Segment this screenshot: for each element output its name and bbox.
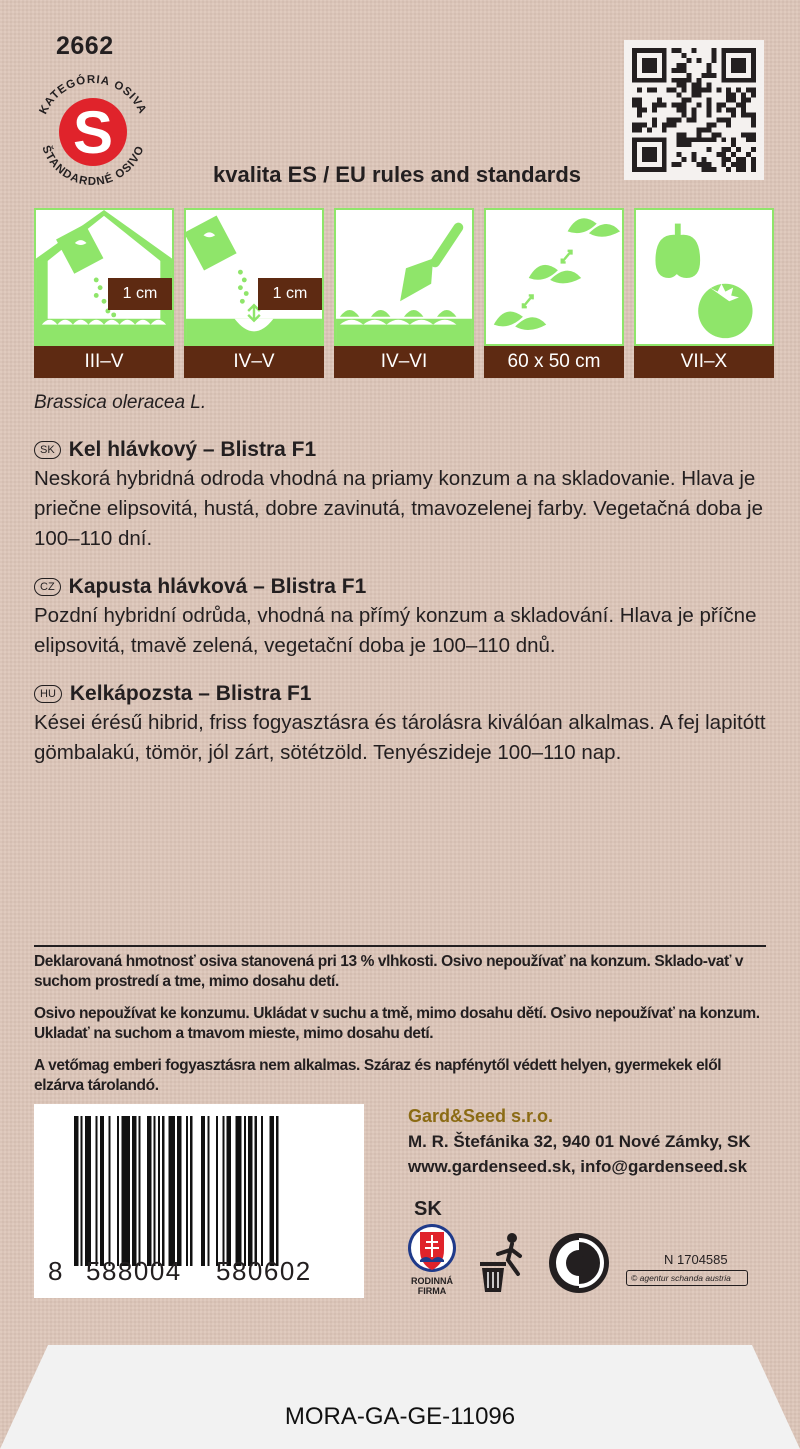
registration-number: N 1704585 [664,1252,728,1267]
family-company-label: RODINNÁ FIRMA [411,1276,453,1296]
description-cz [34,573,774,661]
barcode-first-digit: 8 [48,1256,64,1286]
storage-note-cz-sk: Osivo nepoužívat ke konzumu. Ukládat v suchu a tmě, mimo dosahu dětí. Osivo nepoužívať na konzum. Ukladať na suchom a tmavom mieste, mimo dosahu detí. [34,1005,760,1042]
latin-name: Brassica oleracea L. [34,392,207,413]
harvest-period-label: VII–X [634,346,774,378]
pictogram-harvest [634,208,774,378]
country-label: SK [414,1198,442,1220]
greenhouse-sowing-icon [36,210,172,344]
footer-code: MORA-GA-GE-11096 [284,1403,516,1430]
slovak-coat-of-arms-icon [404,1222,460,1274]
sowing-depth-label: 1 cm [108,278,172,310]
company-name: Gard&Seed s.r.o. [408,1106,554,1126]
pictogram-greenhouse-sowing [34,208,174,378]
pictogram-outdoor-sowing [184,208,324,378]
variety-title: Kel hlávkový – Blistra F1 [68,438,317,461]
variety-title: Kelkápozsta – Blistra F1 [69,682,312,705]
plant-spacing-icon [486,210,622,344]
bottom-white-strip [0,1345,800,1449]
seed-category-seal [28,68,158,198]
barcode [34,1104,364,1298]
language-badge: HU [34,685,62,703]
divider [34,945,766,947]
quality-standard-text: kvalita ES / EU rules and standards [213,162,582,187]
qr-code [624,40,764,180]
sowing-depth-label: 1 cm [258,278,322,310]
description-sk [34,436,774,554]
variety-description: Neskorá hybridná odroda vhodná na priamy konzum a na skladovanie. Hlava je priečne elipsovitá, hustá, dobre zavinutá, tmavozelenej farby. Vegetačná doba je 100–110 dní. [34,467,763,550]
storage-note-sk: Deklarovaná hmotnosť osiva stanovená pri 13 % vlhkosti. Osivo nepoužívať na konzum. Sklado-vať v suchom prostredí a tme, mimo dosahu detí. [34,953,744,990]
harvest-vegetables-icon [636,210,772,344]
company-address: M. R. Štefánika 32, 940 01 Nové Zámky, SK [408,1132,751,1151]
seal-top-text: KATEGÓRIA OSIVA [37,73,149,117]
seal-letter: S [72,99,114,166]
pictogram-plant-spacing [484,208,624,378]
variety-description: Pozdní hybridní odrůda, vhodná na přímý konzum a skladování. Hlava je příčne elipsovitá, tmavě zelená, vegetační doba je 100–110 dnů. [34,604,757,657]
language-badge: SK [34,441,61,459]
company-contact: www.gardenseed.sk, info@gardenseed.sk [408,1157,748,1176]
green-dot-recycling-icon [548,1232,610,1294]
transplanting-trowel-icon [336,210,472,344]
tidyman-bin-icon [478,1232,532,1294]
sowing-period-label: IV–V [184,346,324,378]
copyright-icon: © [631,1273,638,1283]
sowing-period-label: III–V [34,346,174,378]
seal-bottom-text: ŠTANDARDNÉ OSIVO [39,143,147,189]
barcode-right-digits: 580602 [216,1256,312,1286]
description-hu [34,680,774,768]
plant-spacing-label: 60 x 50 cm [484,346,624,378]
variety-description: Kései érésű hibrid, friss fogyasztásra és tárolásra kiválóan alkalmas. A fej lapitótt gömbalakú, tömör, jól zárt, sötétzöld. Tenyészideje 100–110 nap. [34,711,766,764]
variety-title: Kapusta hlávková – Blistra F1 [68,575,367,598]
outdoor-sowing-icon [186,210,322,344]
storage-note-hu: A vetőmag emberi fogyasztásra nem alkalmas. Száraz és napfénytől védett helyen, gyermekek elől elzárva tárolandó. [34,1057,722,1094]
transplanting-period-label: IV–VI [334,346,474,378]
language-badge: CZ [34,578,61,596]
barcode-left-digits: 588004 [86,1256,182,1286]
seed-code-number: 2662 [56,32,114,60]
agency-badge: © agentur schanda austria [626,1270,748,1286]
pictogram-transplanting [334,208,474,378]
